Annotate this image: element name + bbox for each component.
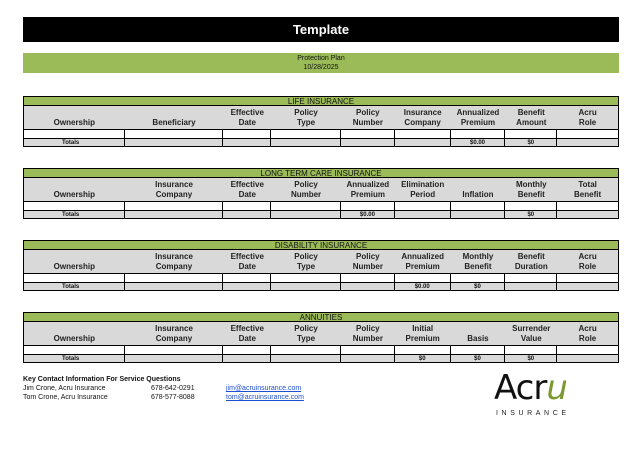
column-header-line: Policy xyxy=(294,108,318,117)
column-header-line: Ownership xyxy=(53,190,95,199)
totals-cell: $0 xyxy=(505,211,557,218)
totals-cell: $0.00 xyxy=(451,139,506,146)
column-header-line: Policy xyxy=(294,324,318,333)
column-header xyxy=(557,106,618,129)
column-header xyxy=(341,322,395,345)
column-header-row xyxy=(24,178,618,201)
totals-cell xyxy=(505,283,557,290)
column-header-line: Annualized xyxy=(401,252,444,261)
plan-banner xyxy=(23,53,619,73)
column-header-row xyxy=(24,250,618,273)
column-header-line: Policy xyxy=(356,252,380,261)
column-header-line: Acru xyxy=(578,252,597,261)
totals-cell: $0 xyxy=(395,355,451,362)
contact-row xyxy=(23,384,308,393)
column-header-line: Benefit xyxy=(574,190,602,199)
table-cell[interactable] xyxy=(395,130,451,138)
column-header xyxy=(271,322,341,345)
contact-email-link[interactable]: jim@acruinsurance.com xyxy=(226,385,302,392)
column-header-line: Acru xyxy=(578,108,597,117)
totals-cell xyxy=(271,211,341,218)
contact-email-link[interactable]: tom@acruinsurance.com xyxy=(226,394,304,401)
column-header-line xyxy=(451,324,506,334)
column-header xyxy=(271,106,341,129)
column-header xyxy=(341,106,395,129)
column-header xyxy=(341,250,395,273)
column-header xyxy=(271,178,341,201)
totals-label: Totals xyxy=(24,355,125,362)
column-header xyxy=(125,178,224,201)
acru-logo xyxy=(494,368,584,424)
column-header-line: Premium xyxy=(405,262,440,271)
table-row[interactable] xyxy=(24,129,618,138)
table-cell[interactable] xyxy=(451,346,506,354)
column-header xyxy=(395,250,451,273)
column-header-line: Insurance xyxy=(155,252,193,261)
column-header-line: Type xyxy=(297,262,316,271)
column-header-line: Total xyxy=(578,180,597,189)
column-header-line: Effective xyxy=(230,252,264,261)
table-cell[interactable] xyxy=(223,274,271,282)
column-header-line: Company xyxy=(155,262,193,271)
column-header-line: Company xyxy=(155,334,193,343)
totals-cell xyxy=(557,211,618,218)
totals-cell: $0.00 xyxy=(341,211,395,218)
column-header-line: Benefit xyxy=(517,252,545,261)
column-header-line: Premium xyxy=(460,118,496,127)
column-header-line: Type xyxy=(297,334,316,343)
column-header-line: Effective xyxy=(230,108,264,117)
table-cell[interactable] xyxy=(395,274,451,282)
column-header-line: Policy xyxy=(356,108,380,117)
table-cell[interactable] xyxy=(505,346,557,354)
column-header-line: Basis xyxy=(467,334,489,343)
column-header-line: Effective xyxy=(230,180,264,189)
column-header-line: Role xyxy=(578,334,597,343)
totals-cell xyxy=(341,283,395,290)
table-cell[interactable] xyxy=(341,130,395,138)
table-row[interactable] xyxy=(24,273,618,282)
column-header-line: Number xyxy=(290,190,322,199)
column-header-line: Number xyxy=(352,262,383,271)
column-header-line: Company xyxy=(404,118,441,127)
section-title: LIFE INSURANCE xyxy=(24,97,618,106)
column-header-line xyxy=(451,180,506,190)
table-cell[interactable] xyxy=(557,274,618,282)
column-header-line: Monthly xyxy=(462,252,494,261)
key-contacts-title: Key Contact Information For Service Questions xyxy=(23,376,181,383)
column-header-line: Role xyxy=(578,118,597,127)
column-header xyxy=(505,322,557,345)
table-cell[interactable] xyxy=(395,202,451,210)
totals-cell xyxy=(557,283,618,290)
totals-cell xyxy=(223,355,271,362)
contact-row xyxy=(23,393,308,402)
logo-subtitle: INSURANCE xyxy=(496,410,570,417)
column-header-line xyxy=(24,180,125,190)
column-header xyxy=(24,250,125,273)
column-header-line: Value xyxy=(520,334,542,343)
column-header-line xyxy=(24,252,125,262)
totals-cell: $0 xyxy=(451,355,506,362)
column-header xyxy=(125,322,224,345)
table-cell[interactable] xyxy=(341,274,395,282)
column-header-line: Inflation xyxy=(462,190,494,199)
table-cell[interactable] xyxy=(223,202,271,210)
column-header-line: Beneficiary xyxy=(152,118,196,127)
column-header xyxy=(451,106,506,129)
column-header xyxy=(24,178,125,201)
column-header-line: Ownership xyxy=(53,262,95,271)
table-cell[interactable] xyxy=(271,130,341,138)
column-header-line: Initial xyxy=(412,324,434,333)
column-header-line: Insurance xyxy=(155,324,193,333)
table-cell[interactable] xyxy=(24,274,125,282)
column-header-line: Date xyxy=(238,118,256,127)
totals-cell xyxy=(271,283,341,290)
column-header xyxy=(395,322,451,345)
totals-cell xyxy=(341,355,395,362)
long-term-care-table xyxy=(23,168,619,219)
column-header-line: Annualized xyxy=(346,180,390,189)
totals-label: Totals xyxy=(24,211,125,218)
column-header-line: Date xyxy=(238,334,256,343)
column-header-line: Duration xyxy=(514,262,548,271)
table-cell[interactable] xyxy=(125,346,224,354)
table-cell[interactable] xyxy=(24,202,125,210)
column-header xyxy=(125,250,224,273)
table-cell[interactable] xyxy=(271,346,341,354)
column-header-line: Period xyxy=(410,190,436,199)
column-header-line: Policy xyxy=(294,180,318,189)
column-header-line: Insurance xyxy=(403,108,442,117)
table-cell[interactable] xyxy=(24,346,125,354)
totals-cell xyxy=(557,355,618,362)
column-header-line: Benefit xyxy=(517,108,545,117)
logo-word-start: Acr xyxy=(494,368,547,408)
totals-row xyxy=(24,354,618,362)
table-cell[interactable] xyxy=(125,202,224,210)
section-title: LONG TERM CARE INSURANCE xyxy=(24,169,618,178)
column-header-line: Policy xyxy=(356,324,380,333)
table-row[interactable] xyxy=(24,345,618,354)
column-header xyxy=(223,106,271,129)
column-header-line xyxy=(125,108,224,118)
totals-row xyxy=(24,282,618,290)
totals-cell xyxy=(125,139,224,146)
column-header-line: Ownership xyxy=(53,118,95,127)
column-header-line: Benefit xyxy=(517,190,545,199)
column-header-line: Surrender xyxy=(512,324,551,333)
table-cell[interactable] xyxy=(557,130,618,138)
contact-phone: 678-642-0291 xyxy=(151,385,195,392)
totals-cell xyxy=(125,211,224,218)
column-header xyxy=(505,178,557,201)
totals-cell: $0 xyxy=(505,355,557,362)
page-title: Template xyxy=(23,17,619,42)
column-header xyxy=(223,322,271,345)
table-cell[interactable] xyxy=(451,202,506,210)
column-header-line: Policy xyxy=(294,252,318,261)
life-insurance-table xyxy=(23,96,619,147)
column-header xyxy=(223,178,271,201)
section-title: DISABILITY INSURANCE xyxy=(24,241,618,250)
column-header-line: Annualized xyxy=(456,108,500,117)
annuities-table xyxy=(23,312,619,363)
section-title: ANNUITIES xyxy=(24,313,618,322)
table-cell[interactable] xyxy=(451,274,506,282)
table-cell[interactable] xyxy=(341,346,395,354)
column-header-line: Number xyxy=(352,334,383,343)
totals-row xyxy=(24,138,618,146)
column-header-line: Amount xyxy=(516,118,547,127)
totals-cell: $0 xyxy=(451,283,506,290)
totals-cell xyxy=(451,211,506,218)
totals-cell xyxy=(271,139,341,146)
column-header xyxy=(24,106,125,129)
column-header xyxy=(24,322,125,345)
totals-cell xyxy=(223,139,271,146)
table-cell[interactable] xyxy=(24,130,125,138)
totals-cell xyxy=(223,283,271,290)
key-contacts xyxy=(23,375,308,402)
column-header-line: Monthly xyxy=(515,180,547,189)
column-header xyxy=(557,178,618,201)
table-cell[interactable] xyxy=(223,130,271,138)
column-header-line: Premium xyxy=(405,334,440,343)
column-header xyxy=(557,322,618,345)
totals-label: Totals xyxy=(24,139,125,146)
table-cell[interactable] xyxy=(125,274,224,282)
table-cell[interactable] xyxy=(505,274,557,282)
table-cell[interactable] xyxy=(557,346,618,354)
table-cell[interactable] xyxy=(223,346,271,354)
totals-cell: $0 xyxy=(505,139,557,146)
table-cell[interactable] xyxy=(395,346,451,354)
totals-cell xyxy=(271,355,341,362)
totals-cell: $0.00 xyxy=(395,283,451,290)
totals-cell xyxy=(395,211,451,218)
column-header xyxy=(395,106,451,129)
column-header xyxy=(223,250,271,273)
table-cell[interactable] xyxy=(125,130,224,138)
plan-date: 10/28/2025 xyxy=(303,64,339,71)
table-cell[interactable] xyxy=(505,202,557,210)
column-header-line: Ownership xyxy=(53,334,95,343)
plan-name: Protection Plan xyxy=(297,55,345,62)
totals-label: Totals xyxy=(24,283,125,290)
logo-word-end: u xyxy=(546,368,567,408)
column-header xyxy=(451,250,506,273)
column-header xyxy=(341,178,395,201)
table-row[interactable] xyxy=(24,201,618,210)
column-header-line: Effective xyxy=(230,324,264,333)
table-cell[interactable] xyxy=(451,130,506,138)
totals-cell xyxy=(125,283,224,290)
column-header xyxy=(505,106,557,129)
disability-insurance-table xyxy=(23,240,619,291)
column-header-line: Number xyxy=(352,118,383,127)
logo-wordmark xyxy=(494,368,584,408)
column-header-line: Benefit xyxy=(464,262,492,271)
column-header xyxy=(505,250,557,273)
totals-cell xyxy=(341,139,395,146)
column-header-line: Elimination xyxy=(401,180,445,189)
table-cell[interactable] xyxy=(505,130,557,138)
column-header-line: Date xyxy=(238,262,256,271)
column-header-row xyxy=(24,322,618,345)
column-header-line xyxy=(24,108,125,118)
column-header-line: Date xyxy=(238,190,256,199)
totals-cell xyxy=(395,139,451,146)
table-cell[interactable] xyxy=(271,202,341,210)
contact-name: Jim Crone, Acru Insurance xyxy=(23,385,106,392)
column-header xyxy=(557,250,618,273)
column-header-line: Premium xyxy=(350,190,385,199)
column-header-line: Company xyxy=(155,190,193,199)
totals-cell xyxy=(223,211,271,218)
table-cell[interactable] xyxy=(557,202,618,210)
totals-cell xyxy=(557,139,618,146)
contact-name: Tom Crone, Acru Insurance xyxy=(23,394,108,401)
column-header xyxy=(451,178,506,201)
column-header xyxy=(395,178,451,201)
column-header-row xyxy=(24,106,618,129)
column-header-line: Type xyxy=(297,118,316,127)
contact-phone: 678-577-8088 xyxy=(151,394,195,401)
column-header xyxy=(451,322,506,345)
column-header xyxy=(271,250,341,273)
totals-row xyxy=(24,210,618,218)
column-header-line xyxy=(24,324,125,334)
table-cell[interactable] xyxy=(341,202,395,210)
column-header xyxy=(125,106,224,129)
column-header-line: Insurance xyxy=(155,180,193,189)
table-cell[interactable] xyxy=(271,274,341,282)
column-header-line: Role xyxy=(578,262,597,271)
totals-cell xyxy=(125,355,224,362)
column-header-line: Acru xyxy=(578,324,597,333)
